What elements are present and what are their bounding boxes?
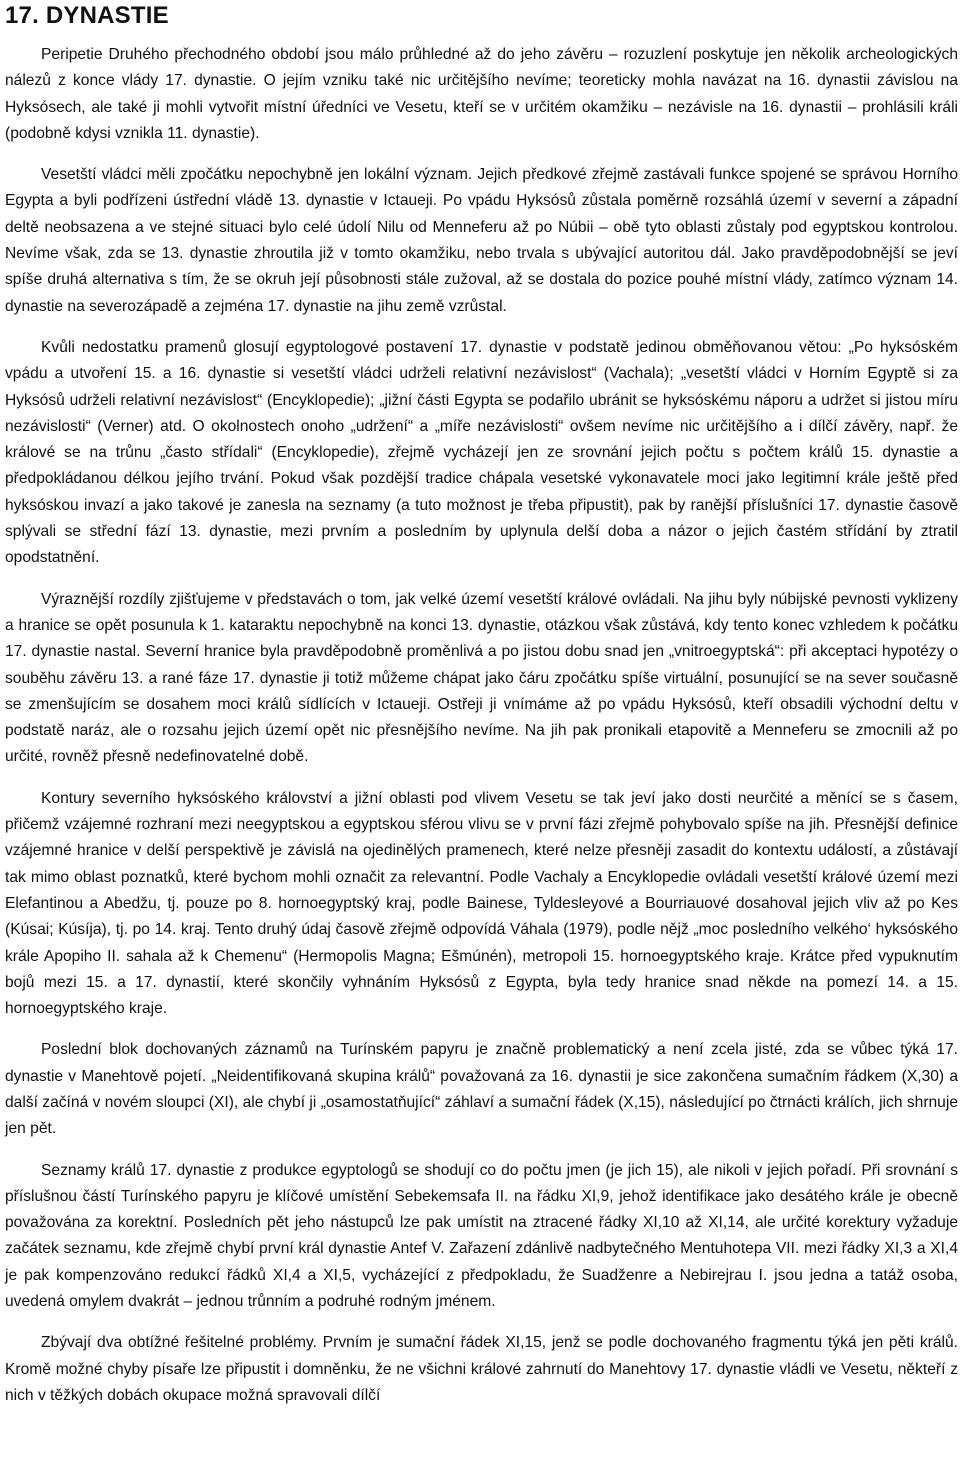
paragraph-1: Peripetie Druhého přechodného období jsou málo průhledné až do jeho závěru – rozuzlení poskytuje jen několik archeologických nálezů z konce vlády 17. dynastie. O jejím vzniku také nic určitějšího nevíme; teoreticky mohla navázat na 16. dynastii závislou na Hyksósech, ale také ji mohli vytvořit místní úředníci ve Vesetu, kteří se v určitém okamžiku – nezávisle na 16. dynastii – prohlásili králi (podobně kdysi vznikla 11. dynastie).	[5, 46, 958, 142]
paragraph-7: Seznamy králů 17. dynastie z produkce egyptologů se shodují co do počtu jmen (je jich 15), ale nikoli v jejich pořadí. Při srovnání s příslušnou částí Turínského papyru je klíčové umístění Sebekemsafa II. na řádku XI,9, jehož identifikace jako desátého krále je obecně považována za korektní. Posledních pět jeho nástupců lze pak umístit na ztracené řádky XI,10 až XI,14, ale určité korektury vyžaduje začátek seznamu, kde zřejmě chybí první král dynastie Antef V. Zařazení zdánlivě nadbytečného Mentuhotepa VII. mezi řádky XI,3 a XI,4 je pak kompenzováno redukcí řádků XI,4 a XI,5, vycházející z předpokladu, že Suadženre a Nebirejrau I. jsou jedna a tatáž osoba, uvedená omylem dvakrát – jednou trůnním a podruhé rodným jménem.	[5, 1161, 958, 1311]
paragraph-4: Výraznější rozdíly zjišťujeme v představách o tom, jak velké území vesetští králové ovládali. Na jihu byly núbijské pevnosti vyklizeny a hranice se opět posunula k 1. kataraktu nepochybně na konci 13. dynastie, otázkou však zůstává, kdy tento konec vzhledem k počátku 17. dynastie nastal. Severní hranice byla pravděpodobně proměnlivá a po jistou dobu snad jen „vnitroegyptská“: při akceptaci hypotézy o souběhu závěru 13. a rané fáze 17. dynastie ji totiž můžeme chápat jako čáru zpočátku spíše virtuální, posunující se na sever současně se zmenšujícím se dosahem moci králů sídlících v Ictaueji. Ostřeji ji vnímáme až po vpádu Hyksósů, kteří obsadili východní deltu v podstatě naráz, ale o rozsahu jejich území opět nic přesnějšího nevíme. Na jih pak pronikali etapovitě a Menneferu se zmocnili až po určité, rovněž přesně nedefinovatelné době.	[5, 590, 958, 766]
paragraph-3: Kvůli nedostatku pramenů glosují egyptologové postavení 17. dynastie v podstatě jedinou obměňovanou větou: „Po hyksóském vpádu a utvoření 15. a 16. dynastie si vesetští vládci udrželi relativní nezávislost“ (Vachala); „vesetští vládci v Horním Egyptě si za Hyksósů udrželi relativní nezávislost“ (Encyklopedie); „jižní části Egypta se podařilo ubránit se hyksóskému náporu a udržet si jistou míru nezávislosti“ (Verner) atd. O okolnostech onoho „udržení“ a „míře nezávislosti“ ovšem nevíme nic určitějšího a i dílčí závěry, např. že králové se na trůnu „často střídali“ (Encyklopedie), zřejmě vycházejí jen ze srovnání jejich počtu s počtem králů 15. dynastie a předpokládanou délkou jejího trvání. Pokud však pozdější tradice chápala vesetské vykonavatele moci jako legitimní krále ještě před hyksóskou invazí a jako takové je zanesla na seznamy (a tuto možnost je třeba připustit), pak by ranější příslušníci 17. dynastie časově splývali se střední fází 13. dynastie, mezi prvním a posledním by uplynula delší doba a názor o jejich častém střídání by ztratil opodstatnění.	[5, 338, 958, 567]
paragraph-2: Vesetští vládci měli zpočátku nepochybně jen lokální význam. Jejich předkové zřejmě zastávali funkce spojené se správou Horního Egypta a byli podřízeni ústřední vládě 13. dynastie v Ictaueji. Po vpádu Hyksósů zůstala poměrně rozsáhlá území v severní a západní deltě neobsazena a ve stejné situaci bylo celé údolí Nilu od Menneferu až po Núbii – obě tyto oblasti zůstaly pod egyptskou kontrolou. Nevíme však, zda se 13. dynastie zhroutila již v tomto okamžiku, nebo trvala s ubývající autoritou dál. Jako pravděpodobnější se jeví spíše druhá alternativa s tím, že se okruh její působnosti stále zužoval, až se dostala do pozice pouhé místní vlády, zatímco význam 14. dynastie na severozápadě a zejména 17. dynastie na jihu země vzrůstal.	[5, 166, 958, 315]
page-title: 17. DYNASTIE	[5, 2, 169, 29]
paragraph-8: Zbývají dva obtížné řešitelné problémy. Prvním je sumační řádek XI,15, jenž se podle dochovaného fragmentu týká jen pěti králů. Kromě možné chyby písaře lze připustit i domněnku, že ne všichni králové zahrnutí do Manehtovy 17. dynastie vládli ve Vesetu, někteří z nich v těžkých dobách okupace možná spravovali dílčí	[5, 1334, 958, 1404]
paragraph-5: Kontury severního hyksóského království a jižní oblasti pod vlivem Vesetu se tak jeví jako dosti neurčité a měnící se s časem, přičemž vzájemné rozhraní mezi neegyptskou a egyptskou sférou vlivu se v první fázi zřejmě pohybovalo spíše na jih. Přesnější definice vzájemné hranice v delší perspektivě je závislá na ojedinělých pramenech, které nelze přesněji zasadit do kontextu událostí, a zůstávají tak mimo oblast poznatků, které bychom mohli označit za relevantní. Podle Vachaly a Encyklopedie ovládali vesetští králové území mezi Elefantinou a Abedžu, tj. pouze po 8. hornoegyptský kraj, podle Bainese, Tyldesleyové a Bourriauové dosahoval jejich vliv až po Kes (Kúsai; Kúsíja), tj. po 14. kraj. Tento druhý údaj časově zřejmě odpovídá Váhala (1979), podle nějž „moc posledního velkého‘ hyksóského krále Apopiho II. sahala až k Chemenu“ (Hermopolis Magna; Ešmúnén), metropoli 15. hornoegyptského kraje. Krátce před vypuknutím bojů mezi 15. a 17. dynastií, které skončily vyhnáním Hyksósů z Egypta, byla tedy hranice snad někde na pomezí 14. a 15. hornoegyptského kraje.	[5, 789, 958, 1018]
paragraph-6: Poslední blok dochovaných záznamů na Turínském papyru je značně problematický a není zcela jisté, zda se vůbec týká 17. dynastie v Manehtově pojetí. „Neidentifikovaná skupina králů“ považovaná za 16. dynastii je sice zakončena sumačním řádkem (X,30) a další začíná v novém sloupci (XI), ale chybí ji „osamostatňující“ záhlaví a sumační řádek (X,15), následující po čtrnácti králích, jich shrnuje jen pět.	[5, 1041, 958, 1138]
